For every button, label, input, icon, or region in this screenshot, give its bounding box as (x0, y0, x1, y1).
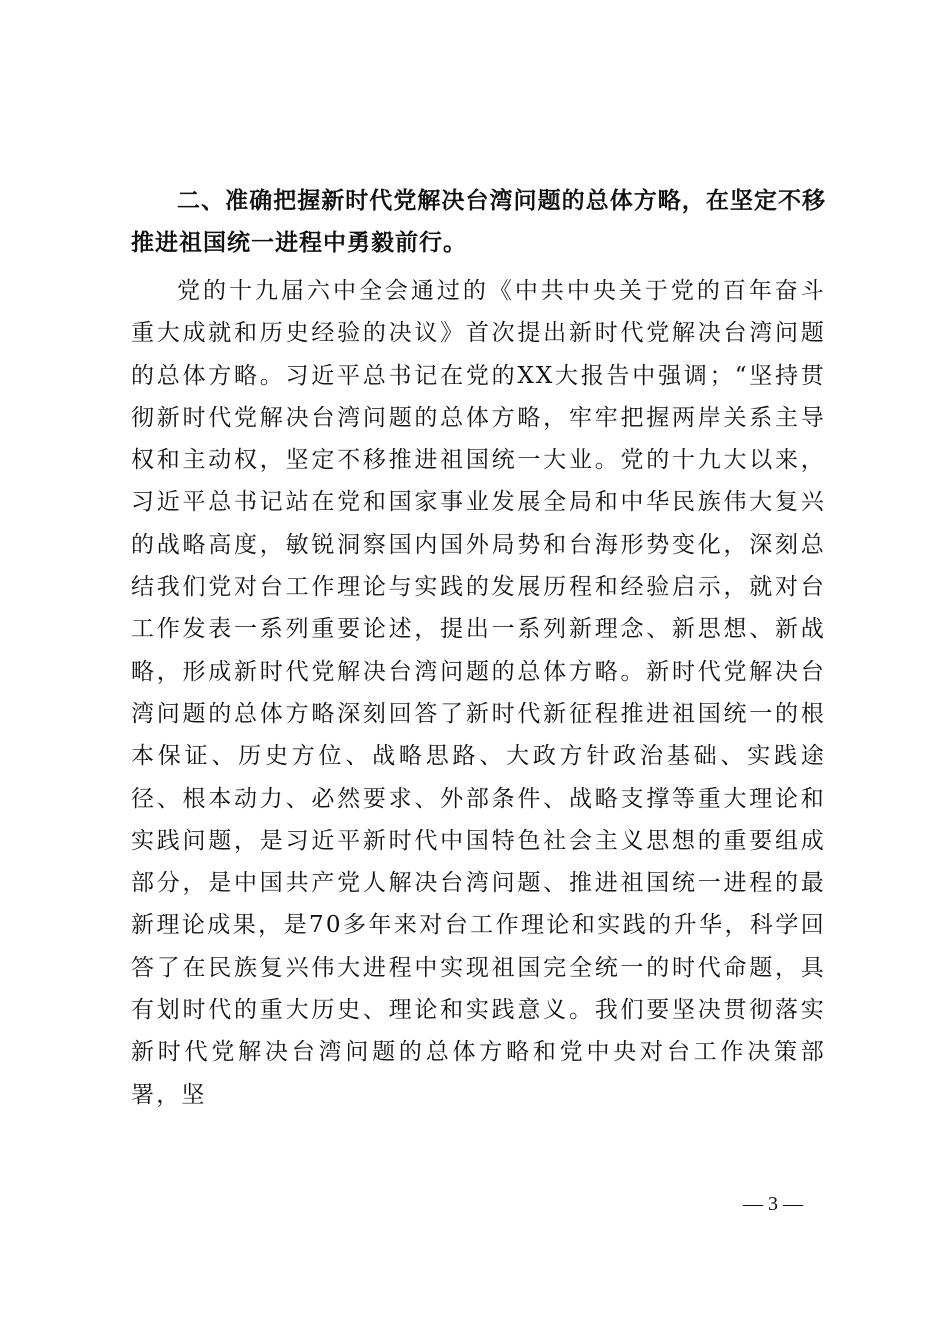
body-paragraph: 党的十九届六中全会通过的《中共中央关于党的百年奋斗重大成就和历史经验的决议》首次提出新时代党解决台湾问题的总体方略。习近平总书记在党的XX大报告中强调；“坚持贯彻新时代党解决台湾问题的总体方略，牢牢把握两岸关系主导权和主动权，坚定不移推进祖国统一大业。党的十九大以来，习近平总书记站在党和国家事业发展全局和中华民族伟大复兴的战略高度，敏锐洞察国内国外局势和台海形势变化，深刻总结我们党对台工作理论与实践的发展历程和经验启示，就对台工作发表一系列重要论述，提出一系列新理念、新思想、新战略，形成新时代党解决台湾问题的总体方略。新时代党解决台湾问题的总体方略深刻回答了新时代新征程推进祖国统一的根本保证、历史方位、战略思路、大政方针政治基础、实践途径、根本动力、必然要求、外部条件、战略支撑等重大理论和实践问题，是习近平新时代中国特色社会主义思想的重要组成部分，是中国共产党人解决台湾问题、推进祖国统一进程的最新理论成果，是70多年来对台工作理论和实践的升华，科学回答了在民族复兴伟大进程中实现祖国完全统一的时代命题，具有划时代的重大历史、理论和实践意义。我们要坚决贯彻落实新时代党解决台湾问题的总体方略和党中央对台工作决策部署，坚 (131, 278, 826, 1108)
section-heading: 二、准确把握新时代党解决台湾问题的总体方略，在坚定不移推进祖国统一进程中勇毅前行。 (131, 188, 826, 256)
page-number: — 3 — (743, 1193, 803, 1215)
document-content (131, 180, 826, 1116)
